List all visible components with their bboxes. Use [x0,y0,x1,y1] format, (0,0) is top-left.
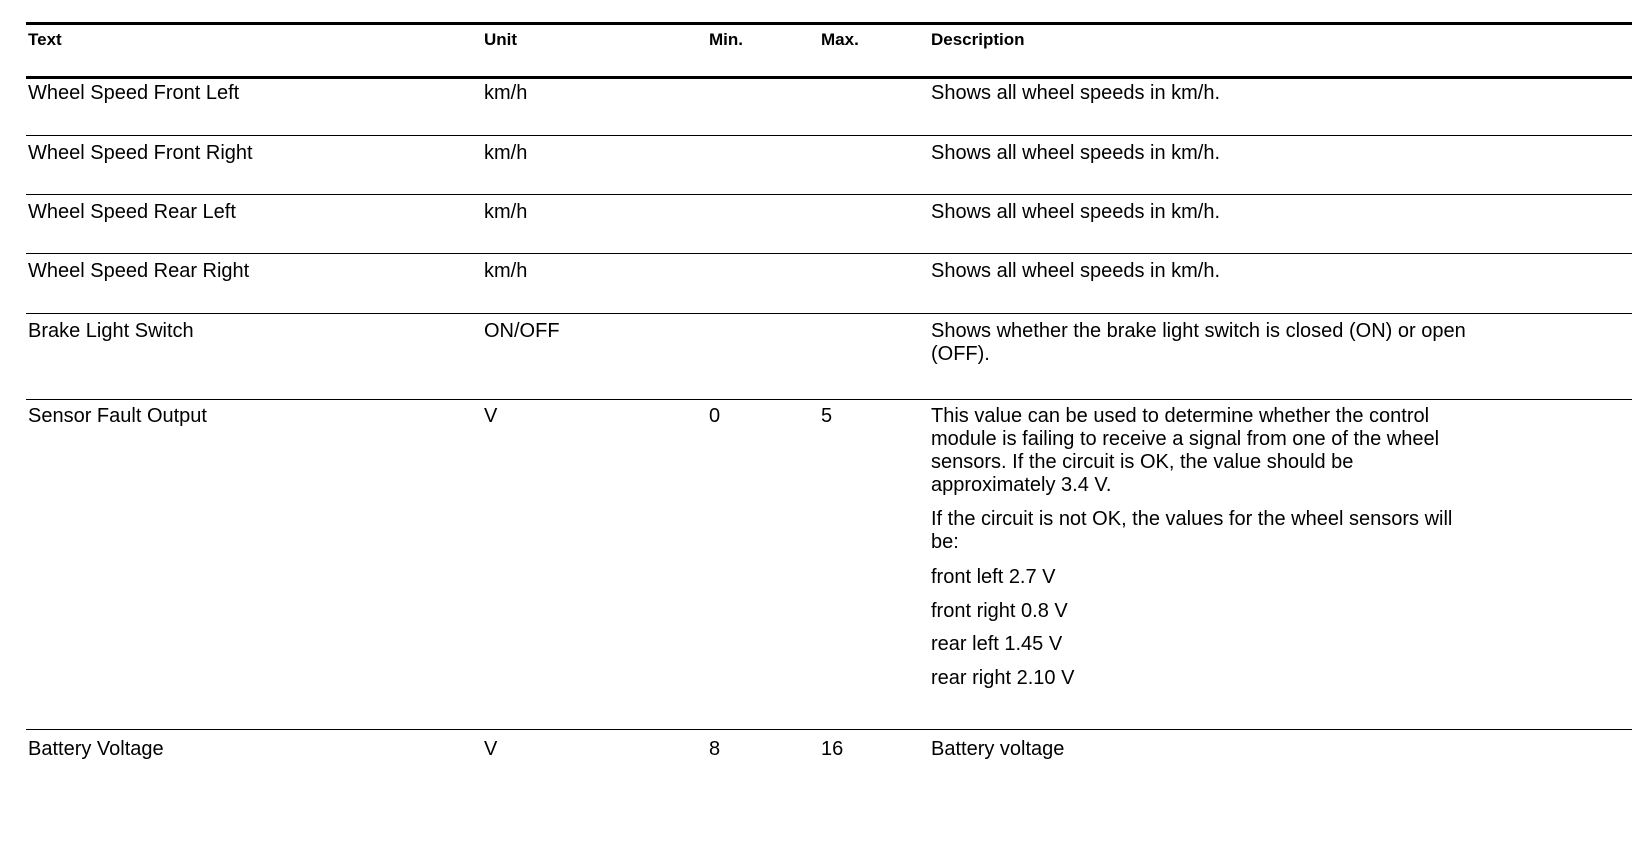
row-description-item: rear left 1.45 V [931,633,1063,655]
row-description-line: This value can be used to determine whether the control [931,405,1430,427]
row-text-cell: Wheel Speed Front Right [28,142,253,164]
row-unit-cell: km/h [484,201,528,223]
header-max: Max. [821,30,859,49]
row-description-line: be: [931,531,959,553]
header-min: Min. [709,30,743,49]
row-divider [26,194,1632,195]
row-description-item: rear right 2.10 V [931,667,1075,689]
row-text-cell: Wheel Speed Rear Right [28,260,250,282]
row-unit-cell: V [484,405,498,427]
row-unit-cell: V [484,738,498,760]
row-unit-cell: ON/OFF [484,320,560,342]
row-max-cell: 16 [821,738,844,760]
row-text-cell: Sensor Fault Output [28,405,207,427]
row-text-cell: Battery Voltage [28,738,164,760]
row-description-line: sensors. If the circuit is OK, the value should be [931,451,1354,473]
row-description-cell: Shows all wheel speeds in km/h. [931,82,1221,104]
row-description-line: module is failing to receive a signal from one of the wheel [931,428,1440,450]
row-description-cell: Shows all wheel speeds in km/h. [931,201,1221,223]
row-description-item: front right 0.8 V [931,600,1068,622]
header-description: Description [931,30,1025,49]
table-top-rule [26,22,1632,25]
row-text-cell: Brake Light Switch [28,320,194,342]
row-description-line: (OFF). [931,343,990,365]
header-text: Text [28,30,62,49]
row-unit-cell: km/h [484,142,528,164]
header-unit: Unit [484,30,518,49]
row-text-cell: Wheel Speed Front Left [28,82,240,104]
row-divider [26,729,1632,730]
row-description-cell: Shows all wheel speeds in km/h. [931,260,1221,282]
row-description-cell: Battery voltage [931,738,1065,760]
row-description-line: approximately 3.4 V. [931,474,1112,496]
row-unit-cell: km/h [484,82,528,104]
row-min-cell: 8 [709,738,721,760]
row-description-line: If the circuit is not OK, the values for the wheel sensors will [931,508,1453,530]
row-unit-cell: km/h [484,260,528,282]
row-divider [26,313,1632,314]
row-min-cell: 0 [709,405,721,427]
row-description-item: front left 2.7 V [931,566,1056,588]
row-description-cell: Shows all wheel speeds in km/h. [931,142,1221,164]
row-divider [26,399,1632,400]
row-max-cell: 5 [821,405,833,427]
row-divider [26,253,1632,254]
header-bottom-rule [26,76,1632,79]
row-text-cell: Wheel Speed Rear Left [28,201,236,223]
row-divider [26,135,1632,136]
row-description-line: Shows whether the brake light switch is closed (ON) or open [931,320,1466,342]
